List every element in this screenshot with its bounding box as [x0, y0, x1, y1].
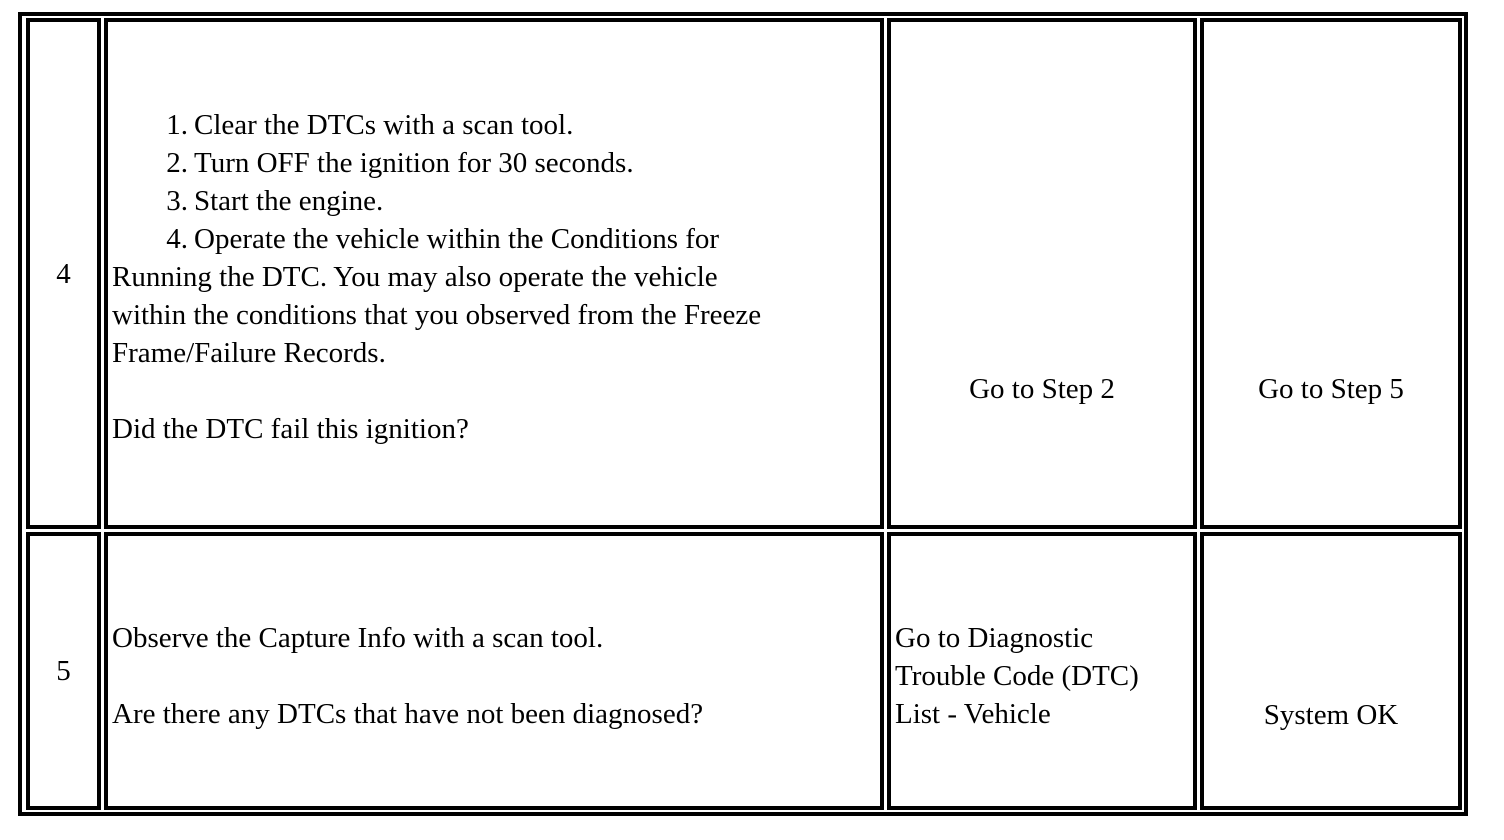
step-5-instruction: Observe the Capture Info with a scan tool. — [112, 622, 604, 654]
step-5-action-cell — [104, 532, 884, 810]
instruction-item: 2. Turn OFF the ignition for 30 seconds. — [166, 147, 634, 179]
step-5-number-cell — [26, 532, 101, 810]
step-number: 5 — [56, 655, 71, 687]
step-number: 4 — [56, 257, 71, 290]
go-to-step-5-link[interactable]: Go to Step 5 — [1258, 373, 1404, 405]
step-5-no-cell — [1200, 532, 1462, 810]
step-4-number-cell — [26, 18, 101, 529]
step-4-yes-cell — [887, 18, 1197, 529]
step-4-question: Did the DTC fail this ignition? — [112, 413, 469, 445]
step-5-action-text — [112, 619, 703, 733]
system-ok-text: System OK — [1263, 699, 1399, 731]
step-4-no-cell — [1200, 18, 1462, 529]
instruction-continuation: Running the DTC. You may also operate the vehicle — [112, 261, 718, 293]
instruction-item: 1. Clear the DTCs with a scan tool. — [166, 109, 574, 141]
step-4-instruction-list — [112, 106, 761, 258]
instruction-item: 3. Start the engine. — [166, 185, 384, 217]
step-5-yes-cell — [887, 532, 1197, 810]
go-to-step-2-link[interactable]: Go to Step 2 — [969, 373, 1115, 405]
step-4-action-text — [108, 106, 761, 448]
step-5-question: Are there any DTCs that have not been diagnosed? — [112, 698, 704, 730]
dtc-list-vehicle-link[interactable]: Go to Diagnostic Trouble Code (DTC) List - Vehicle — [895, 622, 1139, 730]
instruction-continuation: within the conditions that you observed from the Freeze — [112, 299, 762, 331]
step-4-action-cell — [104, 18, 884, 529]
instruction-continuation: Frame/Failure Records. — [112, 337, 386, 369]
instruction-item: 4. Operate the vehicle within the Conditions for — [166, 223, 720, 255]
